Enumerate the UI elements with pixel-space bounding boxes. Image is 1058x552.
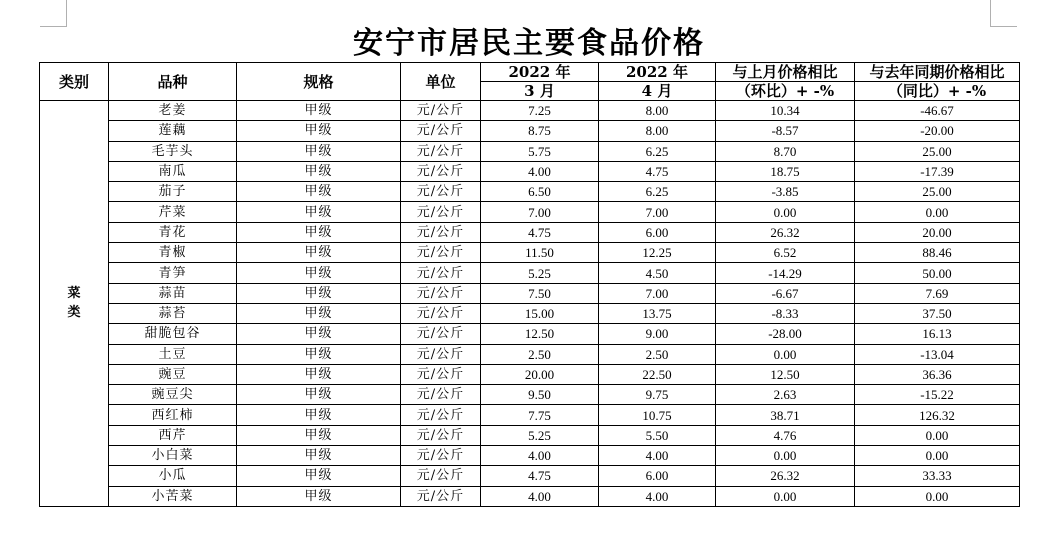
category-char-1: 菜 xyxy=(67,286,81,302)
yoy-change-cell: 88.46 xyxy=(855,243,1020,263)
variety-cell: 小苦菜 xyxy=(109,486,237,506)
table-row xyxy=(40,425,1020,445)
unit-cell: 元/公斤 xyxy=(401,243,481,263)
variety-cell: 西芹 xyxy=(109,425,237,445)
unit-cell: 元/公斤 xyxy=(401,121,481,141)
table-row xyxy=(40,101,1020,121)
variety-cell: 蒜苗 xyxy=(109,283,237,303)
header-spec: 规格 xyxy=(237,63,401,101)
variety-cell: 茄子 xyxy=(109,182,237,202)
variety-cell: 蒜苔 xyxy=(109,303,237,323)
table-row xyxy=(40,161,1020,181)
variety-cell: 豌豆 xyxy=(109,364,237,384)
spec-cell: 甲级 xyxy=(237,121,401,141)
mom-change-cell: 0.00 xyxy=(716,486,855,506)
variety-cell: 老姜 xyxy=(109,101,237,121)
unit-cell: 元/公斤 xyxy=(401,385,481,405)
march-price-cell: 5.25 xyxy=(481,425,599,445)
mom-change-cell: -6.67 xyxy=(716,283,855,303)
april-price-cell: 9.00 xyxy=(599,324,716,344)
header-unit: 单位 xyxy=(401,63,481,101)
variety-cell: 莲藕 xyxy=(109,121,237,141)
mom-change-cell: 8.70 xyxy=(716,141,855,161)
spec-cell: 甲级 xyxy=(237,222,401,242)
table-row xyxy=(40,283,1020,303)
spec-cell: 甲级 xyxy=(237,446,401,466)
april-price-cell: 7.00 xyxy=(599,283,716,303)
table-row xyxy=(40,222,1020,242)
table-row xyxy=(40,263,1020,283)
mom-change-cell: -8.57 xyxy=(716,121,855,141)
unit-cell: 元/公斤 xyxy=(401,303,481,323)
spec-cell: 甲级 xyxy=(237,466,401,486)
april-price-cell: 4.75 xyxy=(599,161,716,181)
april-price-cell: 8.00 xyxy=(599,101,716,121)
spec-cell: 甲级 xyxy=(237,182,401,202)
variety-cell: 西红柿 xyxy=(109,405,237,425)
march-price-cell: 7.00 xyxy=(481,202,599,222)
spec-cell: 甲级 xyxy=(237,101,401,121)
april-price-cell: 5.50 xyxy=(599,425,716,445)
table-row xyxy=(40,324,1020,344)
variety-cell: 小瓜 xyxy=(109,466,237,486)
april-price-cell: 6.00 xyxy=(599,466,716,486)
mom-change-cell: -14.29 xyxy=(716,263,855,283)
table-row xyxy=(40,202,1020,222)
table-row xyxy=(40,344,1020,364)
spec-cell: 甲级 xyxy=(237,486,401,506)
april-price-cell: 10.75 xyxy=(599,405,716,425)
header-mom-line1: 与上月价格相比 xyxy=(716,63,855,82)
yoy-change-cell: 33.33 xyxy=(855,466,1020,486)
variety-cell: 青笋 xyxy=(109,263,237,283)
march-price-cell: 7.50 xyxy=(481,283,599,303)
variety-cell: 土豆 xyxy=(109,344,237,364)
unit-cell: 元/公斤 xyxy=(401,486,481,506)
mom-change-cell: 12.50 xyxy=(716,364,855,384)
march-price-cell: 15.00 xyxy=(481,303,599,323)
april-price-cell: 22.50 xyxy=(599,364,716,384)
march-price-cell: 4.00 xyxy=(481,446,599,466)
march-price-cell: 4.00 xyxy=(481,486,599,506)
spec-cell: 甲级 xyxy=(237,385,401,405)
april-price-cell: 4.50 xyxy=(599,263,716,283)
spec-cell: 甲级 xyxy=(237,141,401,161)
march-price-cell: 6.50 xyxy=(481,182,599,202)
table-row xyxy=(40,243,1020,263)
table-row xyxy=(40,303,1020,323)
category-cell xyxy=(40,101,109,507)
yoy-change-cell: -17.39 xyxy=(855,161,1020,181)
spec-cell: 甲级 xyxy=(237,263,401,283)
variety-cell: 青花 xyxy=(109,222,237,242)
mom-change-cell: -8.33 xyxy=(716,303,855,323)
table-row xyxy=(40,466,1020,486)
spec-cell: 甲级 xyxy=(237,283,401,303)
mom-change-cell: 38.71 xyxy=(716,405,855,425)
variety-cell: 豌豆尖 xyxy=(109,385,237,405)
table-row xyxy=(40,405,1020,425)
yoy-change-cell: 36.36 xyxy=(855,364,1020,384)
spec-cell: 甲级 xyxy=(237,243,401,263)
march-price-cell: 4.75 xyxy=(481,466,599,486)
spec-cell: 甲级 xyxy=(237,303,401,323)
mom-change-cell: 0.00 xyxy=(716,344,855,364)
april-price-cell: 6.25 xyxy=(599,182,716,202)
yoy-change-cell: 16.13 xyxy=(855,324,1020,344)
header-row-1 xyxy=(40,63,1020,82)
mom-change-cell: 2.63 xyxy=(716,385,855,405)
page-title: 安宁市居民主要食品价格 xyxy=(353,26,705,61)
unit-cell: 元/公斤 xyxy=(401,161,481,181)
unit-cell: 元/公斤 xyxy=(401,101,481,121)
yoy-change-cell: 50.00 xyxy=(855,263,1020,283)
april-price-cell: 9.75 xyxy=(599,385,716,405)
unit-cell: 元/公斤 xyxy=(401,182,481,202)
yoy-change-cell: 126.32 xyxy=(855,405,1020,425)
yoy-change-cell: 25.00 xyxy=(855,141,1020,161)
header-variety: 品种 xyxy=(109,63,237,101)
unit-cell: 元/公斤 xyxy=(401,364,481,384)
yoy-change-cell: 37.50 xyxy=(855,303,1020,323)
april-price-cell: 12.25 xyxy=(599,243,716,263)
table-row xyxy=(40,364,1020,384)
yoy-change-cell: -20.00 xyxy=(855,121,1020,141)
mom-change-cell: 6.52 xyxy=(716,243,855,263)
unit-cell: 元/公斤 xyxy=(401,263,481,283)
header-category: 类别 xyxy=(40,63,109,101)
unit-cell: 元/公斤 xyxy=(401,446,481,466)
header-march-year: 2022 年 xyxy=(481,63,599,82)
march-price-cell: 4.75 xyxy=(481,222,599,242)
yoy-change-cell: 7.69 xyxy=(855,283,1020,303)
table-row xyxy=(40,141,1020,161)
header-april-year: 2022 年 xyxy=(599,63,716,82)
april-price-cell: 8.00 xyxy=(599,121,716,141)
header-march-month: 3 月 xyxy=(481,82,599,101)
unit-cell: 元/公斤 xyxy=(401,202,481,222)
header-mom-line2: （环比）+ -% xyxy=(716,82,855,101)
march-price-cell: 4.00 xyxy=(481,161,599,181)
spec-cell: 甲级 xyxy=(237,202,401,222)
table-row xyxy=(40,486,1020,506)
mom-change-cell: 0.00 xyxy=(716,202,855,222)
yoy-change-cell: 25.00 xyxy=(855,182,1020,202)
yoy-change-cell: -46.67 xyxy=(855,101,1020,121)
april-price-cell: 7.00 xyxy=(599,202,716,222)
march-price-cell: 5.25 xyxy=(481,263,599,283)
march-price-cell: 11.50 xyxy=(481,243,599,263)
spec-cell: 甲级 xyxy=(237,161,401,181)
yoy-change-cell: -13.04 xyxy=(855,344,1020,364)
table-row xyxy=(40,385,1020,405)
yoy-change-cell: -15.22 xyxy=(855,385,1020,405)
header-yoy-line2: （同比）+ -% xyxy=(855,82,1020,101)
mom-change-cell: -3.85 xyxy=(716,182,855,202)
unit-cell: 元/公斤 xyxy=(401,324,481,344)
mom-change-cell: 0.00 xyxy=(716,446,855,466)
variety-cell: 毛芋头 xyxy=(109,141,237,161)
spec-cell: 甲级 xyxy=(237,324,401,344)
mom-change-cell: 26.32 xyxy=(716,222,855,242)
march-price-cell: 20.00 xyxy=(481,364,599,384)
april-price-cell: 4.00 xyxy=(599,446,716,466)
spec-cell: 甲级 xyxy=(237,425,401,445)
april-price-cell: 4.00 xyxy=(599,486,716,506)
table-body xyxy=(40,101,1020,507)
april-price-cell: 2.50 xyxy=(599,344,716,364)
mom-change-cell: -28.00 xyxy=(716,324,855,344)
variety-cell: 小白菜 xyxy=(109,446,237,466)
price-table xyxy=(39,62,1020,507)
march-price-cell: 5.75 xyxy=(481,141,599,161)
spec-cell: 甲级 xyxy=(237,364,401,384)
table-row xyxy=(40,446,1020,466)
unit-cell: 元/公斤 xyxy=(401,283,481,303)
unit-cell: 元/公斤 xyxy=(401,222,481,242)
march-price-cell: 12.50 xyxy=(481,324,599,344)
mom-change-cell: 18.75 xyxy=(716,161,855,181)
variety-cell: 甜脆包谷 xyxy=(109,324,237,344)
yoy-change-cell: 0.00 xyxy=(855,425,1020,445)
unit-cell: 元/公斤 xyxy=(401,405,481,425)
mom-change-cell: 26.32 xyxy=(716,466,855,486)
variety-cell: 芹菜 xyxy=(109,202,237,222)
header-yoy-line1: 与去年同期价格相比 xyxy=(855,63,1020,82)
march-price-cell: 2.50 xyxy=(481,344,599,364)
yoy-change-cell: 0.00 xyxy=(855,446,1020,466)
april-price-cell: 6.25 xyxy=(599,141,716,161)
march-price-cell: 7.75 xyxy=(481,405,599,425)
unit-cell: 元/公斤 xyxy=(401,425,481,445)
mom-change-cell: 10.34 xyxy=(716,101,855,121)
unit-cell: 元/公斤 xyxy=(401,344,481,364)
yoy-change-cell: 20.00 xyxy=(855,222,1020,242)
march-price-cell: 7.25 xyxy=(481,101,599,121)
mom-change-cell: 4.76 xyxy=(716,425,855,445)
yoy-change-cell: 0.00 xyxy=(855,202,1020,222)
table-row xyxy=(40,121,1020,141)
april-price-cell: 6.00 xyxy=(599,222,716,242)
yoy-change-cell: 0.00 xyxy=(855,486,1020,506)
unit-cell: 元/公斤 xyxy=(401,466,481,486)
spec-cell: 甲级 xyxy=(237,344,401,364)
variety-cell: 青椒 xyxy=(109,243,237,263)
category-char-2: 类 xyxy=(67,305,81,321)
header-april-month: 4 月 xyxy=(599,82,716,101)
unit-cell: 元/公斤 xyxy=(401,141,481,161)
april-price-cell: 13.75 xyxy=(599,303,716,323)
march-price-cell: 8.75 xyxy=(481,121,599,141)
spec-cell: 甲级 xyxy=(237,405,401,425)
variety-cell: 南瓜 xyxy=(109,161,237,181)
march-price-cell: 9.50 xyxy=(481,385,599,405)
table-row xyxy=(40,182,1020,202)
